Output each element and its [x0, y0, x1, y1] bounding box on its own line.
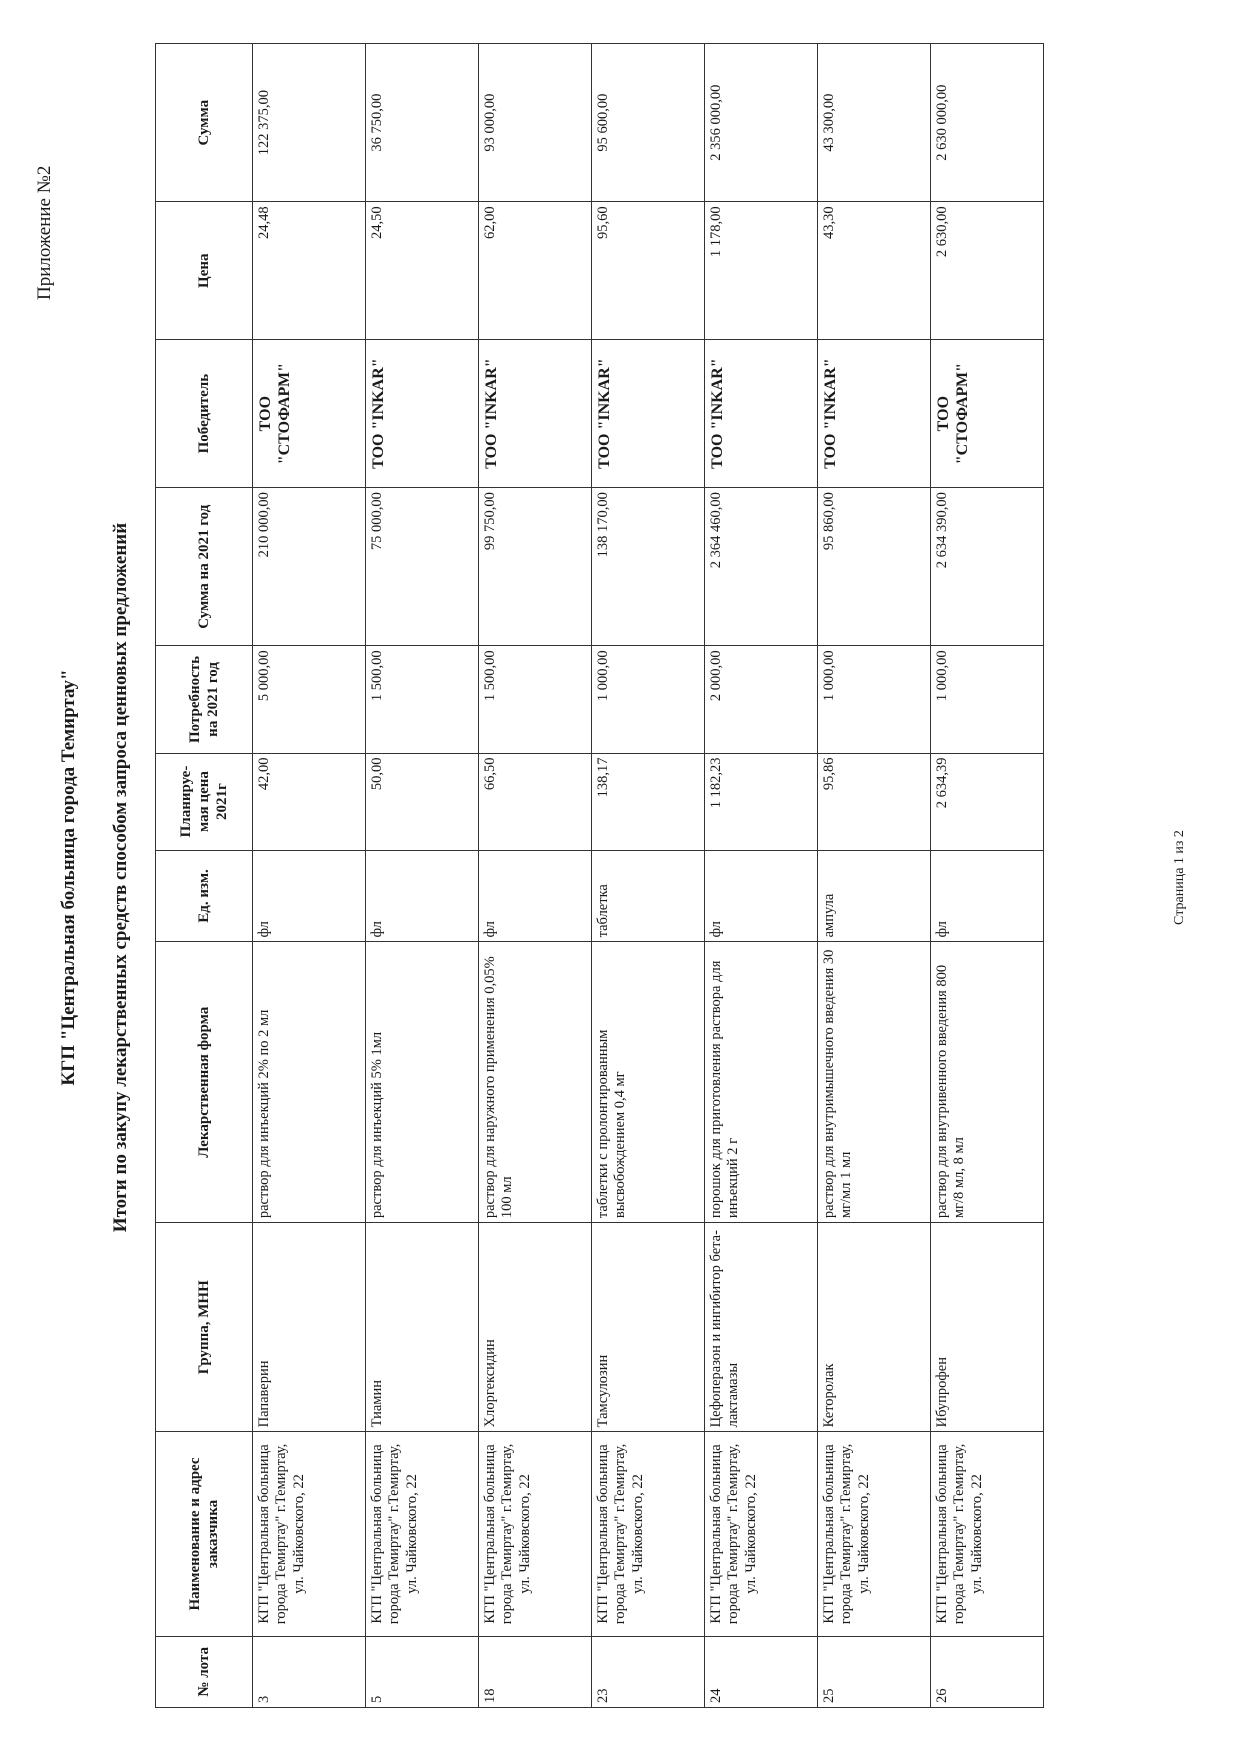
customer-cell: КГП "Центральная больница города Темиртау" г.Темиртау, ул. Чайковского, 22 [818, 1432, 931, 1636]
form-cell: раствор для инъекций 2% по 2 мл [253, 942, 366, 1223]
sum-2021-cell: 95 860,00 [818, 488, 931, 646]
lot-number: 23 [592, 1636, 705, 1707]
sum-2021-cell: 138 170,00 [592, 488, 705, 646]
plan-price-cell: 138,17 [592, 753, 705, 850]
column-header: № лота [156, 1636, 253, 1707]
plan-price-cell: 2 634,39 [931, 753, 1044, 850]
mnn-cell: Кеторолак [818, 1223, 931, 1432]
column-header: Группа, МНН [156, 1223, 253, 1432]
column-header: Сумма на 2021 год [156, 488, 253, 646]
price-cell: 62,00 [479, 202, 592, 340]
column-header: Цена [156, 202, 253, 340]
mnn-cell: Тиамин [366, 1223, 479, 1432]
unit-cell: ампула [818, 850, 931, 942]
sum-2021-cell: 210 000,00 [253, 488, 366, 646]
customer-cell: КГП "Центральная больница города Темиртау" г.Темиртау, ул. Чайковского, 22 [931, 1432, 1044, 1636]
sum-2021-cell: 75 000,00 [366, 488, 479, 646]
form-cell: раствор для наружного применения 0,05% 100 мл [479, 942, 592, 1223]
plan-price-cell: 42,00 [253, 753, 366, 850]
unit-cell: фл [253, 850, 366, 942]
table-row [818, 44, 931, 1708]
plan-price-cell: 95,86 [818, 753, 931, 850]
winner-cell: ТОО "INKAR" [818, 340, 931, 488]
table-header-row [156, 44, 253, 1708]
lot-number: 18 [479, 1636, 592, 1707]
mnn-cell: Хлоргексидин [479, 1223, 592, 1432]
total-cell: 43 300,00 [818, 44, 931, 202]
winner-cell: ТОО "INKAR" [592, 340, 705, 488]
need-cell: 2 000,00 [705, 646, 818, 753]
customer-cell: КГП "Центральная больница города Темиртау" г.Темиртау, ул. Чайковского, 22 [592, 1432, 705, 1636]
column-header: Наименование и адрес заказчика [156, 1432, 253, 1636]
total-cell: 93 000,00 [479, 44, 592, 202]
customer-cell: КГП "Центральная больница города Темиртау" г.Темиртау, ул. Чайковского, 22 [705, 1432, 818, 1636]
price-cell: 24,48 [253, 202, 366, 340]
unit-cell: фл [931, 850, 1044, 942]
table-row [366, 44, 479, 1708]
mnn-cell: Цефоперазон и ингибитор бета-лактамазы [705, 1223, 818, 1432]
need-cell: 1 500,00 [366, 646, 479, 753]
table-row [931, 44, 1044, 1708]
need-cell: 1 000,00 [818, 646, 931, 753]
form-cell: порошок для приготовления раствора для инъекций 2 г [705, 942, 818, 1223]
plan-price-cell: 66,50 [479, 753, 592, 850]
table-row [705, 44, 818, 1708]
lot-number: 25 [818, 1636, 931, 1707]
unit-cell: таблетка [592, 850, 705, 942]
sum-2021-cell: 2 364 460,00 [705, 488, 818, 646]
plan-price-cell: 50,00 [366, 753, 479, 850]
appendix-label: Приложение №2 [34, 165, 55, 300]
price-cell: 1 178,00 [705, 202, 818, 340]
price-cell: 95,60 [592, 202, 705, 340]
unit-cell: фл [366, 850, 479, 942]
price-cell: 43,30 [818, 202, 931, 340]
form-cell: таблетки с пролонгированным высвобождением 0,4 мг [592, 942, 705, 1223]
total-cell: 2 356 000,00 [705, 44, 818, 202]
customer-cell: КГП "Центральная больница города Темиртау" г.Темиртау, ул. Чайковского, 22 [479, 1432, 592, 1636]
column-header: Ед. изм. [156, 850, 253, 942]
page-footer: Страница 1 из 2 [1172, 830, 1187, 925]
plan-price-cell: 1 182,23 [705, 753, 818, 850]
column-header: Потребность на 2021 год [156, 646, 253, 753]
form-cell: раствор для внутримышечного введения 30 мг/мл 1 мл [818, 942, 931, 1223]
table-row [253, 44, 366, 1708]
document-title: КГП "Центральная больница города Темиртау" [58, 669, 79, 1086]
total-cell: 2 630 000,00 [931, 44, 1044, 202]
unit-cell: фл [479, 850, 592, 942]
winner-cell: ТОО "INKAR" [366, 340, 479, 488]
results-table [155, 43, 1044, 1708]
mnn-cell: Ибупрофен [931, 1223, 1044, 1432]
need-cell: 1 500,00 [479, 646, 592, 753]
column-header: Планируе-мая цена 2021г [156, 753, 253, 850]
unit-cell: фл [705, 850, 818, 942]
winner-cell: ТОО "СТОФАРМ" [253, 340, 366, 488]
lot-number: 5 [366, 1636, 479, 1707]
lot-number: 26 [931, 1636, 1044, 1707]
lot-number: 3 [253, 1636, 366, 1707]
lot-number: 24 [705, 1636, 818, 1707]
price-cell: 24,50 [366, 202, 479, 340]
form-cell: раствор для инъекций 5% 1мл [366, 942, 479, 1223]
winner-cell: ТОО "СТОФАРМ" [931, 340, 1044, 488]
mnn-cell: Тамсулозин [592, 1223, 705, 1432]
column-header: Лекарственная форма [156, 942, 253, 1223]
total-cell: 122 375,00 [253, 44, 366, 202]
price-cell: 2 630,00 [931, 202, 1044, 340]
column-header: Сумма [156, 44, 253, 202]
winner-cell: ТОО "INKAR" [479, 340, 592, 488]
need-cell: 1 000,00 [931, 646, 1044, 753]
customer-cell: КГП "Центральная больница города Темиртау" г.Темиртау, ул. Чайковского, 22 [253, 1432, 366, 1636]
document-subtitle: Итоги по закупу лекарственных средств способом запроса ценновых предложений [110, 522, 131, 1233]
table-row [592, 44, 705, 1708]
need-cell: 5 000,00 [253, 646, 366, 753]
sum-2021-cell: 2 634 390,00 [931, 488, 1044, 646]
table-row [479, 44, 592, 1708]
total-cell: 95 600,00 [592, 44, 705, 202]
form-cell: раствор для внутривенного введения 800 мг/8 мл, 8 мл [931, 942, 1044, 1223]
customer-cell: КГП "Центральная больница города Темиртау" г.Темиртау, ул. Чайковского, 22 [366, 1432, 479, 1636]
need-cell: 1 000,00 [592, 646, 705, 753]
column-header: Победитель [156, 340, 253, 488]
sum-2021-cell: 99 750,00 [479, 488, 592, 646]
total-cell: 36 750,00 [366, 44, 479, 202]
mnn-cell: Папаверин [253, 1223, 366, 1432]
winner-cell: ТОО "INKAR" [705, 340, 818, 488]
